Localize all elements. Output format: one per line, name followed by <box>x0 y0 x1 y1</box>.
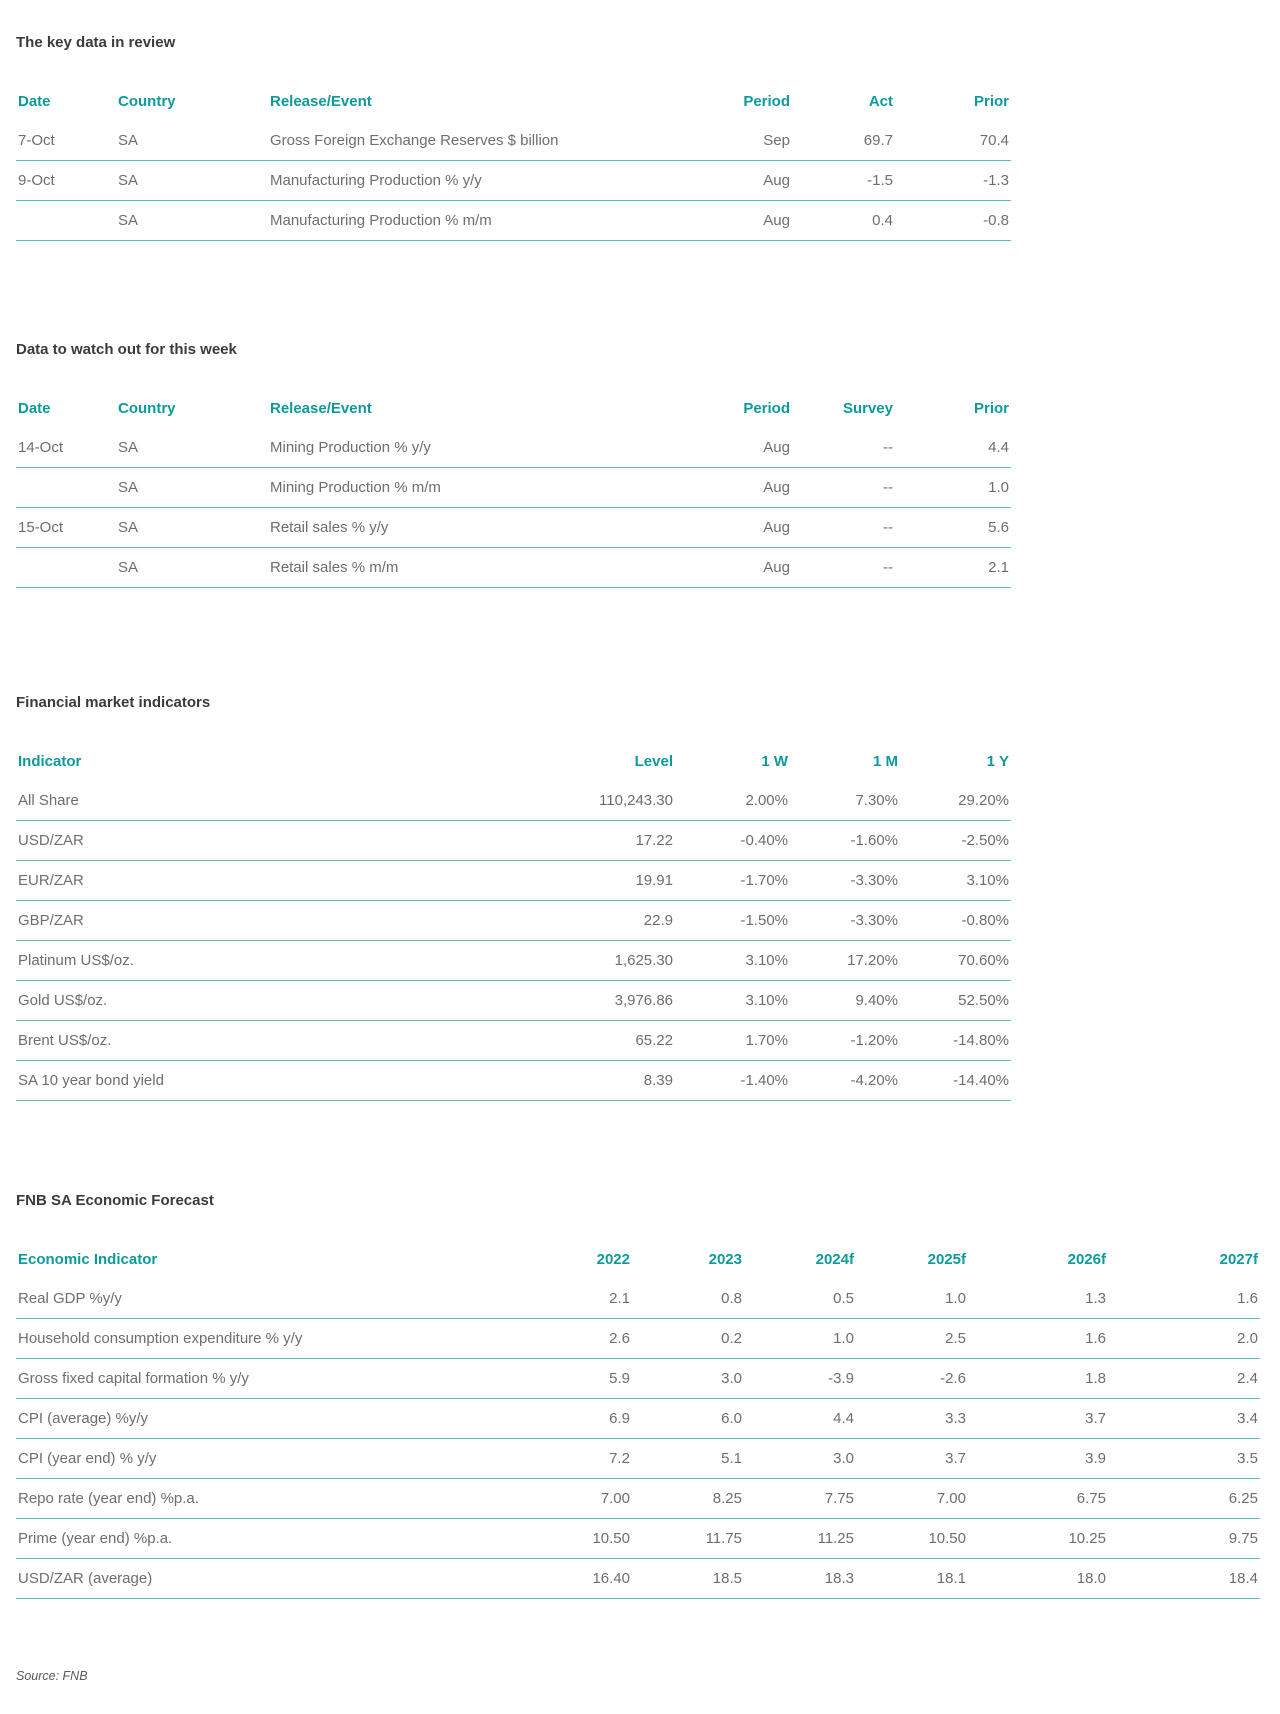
table-cell: Repo rate (year end) %p.a. <box>16 1479 512 1519</box>
table-cell: 9.75 <box>1108 1519 1260 1559</box>
table-cell: 7.75 <box>744 1479 856 1519</box>
table-cell: 18.0 <box>968 1559 1108 1599</box>
table-row <box>16 548 1011 588</box>
table-row <box>16 1359 1260 1399</box>
table-cell: -3.30% <box>790 861 900 901</box>
table-cell: 14-Oct <box>16 428 116 468</box>
table-row <box>16 981 1011 1021</box>
table-cell: SA <box>116 201 268 241</box>
table-cell: SA <box>116 468 268 508</box>
key-data-table <box>16 82 1011 241</box>
table-cell: SA <box>116 121 268 161</box>
table-cell: 1.0 <box>895 468 1011 508</box>
table-row <box>16 861 1011 901</box>
section-title-economic-forecast: FNB SA Economic Forecast <box>16 1192 214 1209</box>
table-cell: -2.50% <box>900 821 1011 861</box>
table-cell: 10.25 <box>968 1519 1108 1559</box>
table-header-row <box>16 742 1011 781</box>
table-cell: 7.00 <box>512 1479 632 1519</box>
table-cell: -1.5 <box>792 161 895 201</box>
table-row <box>16 821 1011 861</box>
table-cell: 6.9 <box>512 1399 632 1439</box>
section-market-indicators <box>16 694 1260 1101</box>
column-header-1-y: 1 Y <box>986 753 1009 770</box>
table-row <box>16 941 1011 981</box>
table-cell <box>16 201 116 241</box>
table-cell: 3.0 <box>744 1439 856 1479</box>
table-cell: 1.70% <box>675 1021 790 1061</box>
table-row <box>16 201 1011 241</box>
table-cell: GBP/ZAR <box>16 901 555 941</box>
table-cell: -1.3 <box>895 161 1011 201</box>
column-header-prior: Prior <box>973 400 1009 417</box>
table-row <box>16 1399 1260 1439</box>
table-cell: Sep <box>682 121 792 161</box>
table-cell: SA <box>116 428 268 468</box>
table-cell: -14.80% <box>900 1021 1011 1061</box>
table-cell: SA 10 year bond yield <box>16 1061 555 1101</box>
table-cell: Mining Production % y/y <box>268 428 682 468</box>
table-cell: 3.5 <box>1108 1439 1260 1479</box>
table-cell: -14.40% <box>900 1061 1011 1101</box>
table-cell: 110,243.30 <box>555 781 675 821</box>
table-header-row <box>16 1240 1260 1279</box>
table-cell: 1.8 <box>968 1359 1108 1399</box>
column-header-economic-indicator: Economic Indicator <box>18 1251 158 1268</box>
table-cell: 65.22 <box>555 1021 675 1061</box>
section-title-key-data: The key data in review <box>16 34 176 51</box>
table-cell: EUR/ZAR <box>16 861 555 901</box>
table-cell: 3.10% <box>900 861 1011 901</box>
column-header-1-m: 1 M <box>872 753 898 770</box>
section-key-data <box>16 34 1260 241</box>
table-cell: Gross fixed capital formation % y/y <box>16 1359 512 1399</box>
table-cell: 1.0 <box>856 1279 968 1319</box>
table-cell: -1.20% <box>790 1021 900 1061</box>
table-cell: -0.40% <box>675 821 790 861</box>
table-row <box>16 1479 1260 1519</box>
table-cell: Aug <box>682 468 792 508</box>
table-cell: 3,976.86 <box>555 981 675 1021</box>
economic-forecast-table <box>16 1240 1260 1599</box>
table-row <box>16 901 1011 941</box>
table-cell: Manufacturing Production % m/m <box>268 201 682 241</box>
table-cell: 6.0 <box>632 1399 744 1439</box>
table-cell: 1,625.30 <box>555 941 675 981</box>
table-cell: Household consumption expenditure % y/y <box>16 1319 512 1359</box>
table-cell: 10.50 <box>512 1519 632 1559</box>
table-row <box>16 781 1011 821</box>
table-cell: 7.00 <box>856 1479 968 1519</box>
table-cell: 70.60% <box>900 941 1011 981</box>
table-row <box>16 1439 1260 1479</box>
table-cell: -1.50% <box>675 901 790 941</box>
table-cell: Aug <box>682 428 792 468</box>
table-cell: 69.7 <box>792 121 895 161</box>
table-cell: -0.8 <box>895 201 1011 241</box>
table-cell: 3.0 <box>632 1359 744 1399</box>
column-header-2023: 2023 <box>708 1251 742 1268</box>
column-header-2024f: 2024f <box>815 1251 854 1268</box>
table-cell: 7.2 <box>512 1439 632 1479</box>
table-cell: 3.10% <box>675 941 790 981</box>
column-header-level: Level <box>634 753 673 770</box>
table-row <box>16 1519 1260 1559</box>
table-cell: -3.30% <box>790 901 900 941</box>
table-cell: 18.3 <box>744 1559 856 1599</box>
table-cell: Real GDP %y/y <box>16 1279 512 1319</box>
table-cell: Manufacturing Production % y/y <box>268 161 682 201</box>
table-cell: -- <box>792 548 895 588</box>
market-indicators-table <box>16 742 1011 1101</box>
section-title-market-indicators: Financial market indicators <box>16 694 211 711</box>
table-cell: 5.1 <box>632 1439 744 1479</box>
table-cell: 1.3 <box>968 1279 1108 1319</box>
table-cell: 10.50 <box>856 1519 968 1559</box>
table-cell: 8.25 <box>632 1479 744 1519</box>
watch-week-table <box>16 389 1011 588</box>
table-cell: 18.4 <box>1108 1559 1260 1599</box>
table-cell: 3.7 <box>968 1399 1108 1439</box>
table-row <box>16 1279 1260 1319</box>
column-header-release-event: Release/Event <box>270 93 372 110</box>
table-cell: 3.10% <box>675 981 790 1021</box>
column-header-release-event: Release/Event <box>270 400 372 417</box>
table-row <box>16 1021 1011 1061</box>
table-row <box>16 1319 1260 1359</box>
table-cell: USD/ZAR <box>16 821 555 861</box>
table-cell: CPI (year end) % y/y <box>16 1439 512 1479</box>
section-economic-forecast <box>16 1192 1260 1599</box>
table-cell: 5.6 <box>895 508 1011 548</box>
table-cell: 3.7 <box>856 1439 968 1479</box>
table-cell: 19.91 <box>555 861 675 901</box>
table-cell: 52.50% <box>900 981 1011 1021</box>
column-header-date: Date <box>18 400 51 417</box>
section-title-watch-week: Data to watch out for this week <box>16 341 237 358</box>
table-cell: -1.40% <box>675 1061 790 1101</box>
table-cell: Aug <box>682 548 792 588</box>
table-cell: 18.5 <box>632 1559 744 1599</box>
table-cell: -3.9 <box>744 1359 856 1399</box>
column-header-country: Country <box>118 93 176 110</box>
table-row <box>16 1559 1260 1599</box>
table-cell: 5.9 <box>512 1359 632 1399</box>
table-cell: 3.3 <box>856 1399 968 1439</box>
table-cell: -- <box>792 428 895 468</box>
table-cell: 7-Oct <box>16 121 116 161</box>
column-header-2026f: 2026f <box>1067 1251 1106 1268</box>
table-cell: 0.5 <box>744 1279 856 1319</box>
table-cell: -1.60% <box>790 821 900 861</box>
table-cell <box>16 468 116 508</box>
table-cell: 0.4 <box>792 201 895 241</box>
table-cell: 6.25 <box>1108 1479 1260 1519</box>
table-cell: USD/ZAR (average) <box>16 1559 512 1599</box>
table-cell: 3.9 <box>968 1439 1108 1479</box>
table-cell: 6.75 <box>968 1479 1108 1519</box>
table-row <box>16 428 1011 468</box>
table-cell: 17.22 <box>555 821 675 861</box>
table-cell: SA <box>116 161 268 201</box>
column-header-act: Act <box>868 93 893 110</box>
column-header-2022: 2022 <box>596 1251 630 1268</box>
column-header-period: Period <box>743 400 790 417</box>
table-cell: 2.4 <box>1108 1359 1260 1399</box>
column-header-1-w: 1 W <box>761 753 788 770</box>
table-cell: -- <box>792 468 895 508</box>
table-cell: 2.1 <box>895 548 1011 588</box>
table-cell: -0.80% <box>900 901 1011 941</box>
table-cell: 22.9 <box>555 901 675 941</box>
table-cell: 11.75 <box>632 1519 744 1559</box>
table-cell: Aug <box>682 201 792 241</box>
column-header-indicator: Indicator <box>18 753 82 770</box>
table-cell: 70.4 <box>895 121 1011 161</box>
table-cell: All Share <box>16 781 555 821</box>
table-cell: Gross Foreign Exchange Reserves $ billion <box>268 121 682 161</box>
table-cell <box>16 548 116 588</box>
table-cell: 7.30% <box>790 781 900 821</box>
section-watch-week <box>16 341 1260 588</box>
table-header-row <box>16 389 1011 428</box>
column-header-date: Date <box>18 93 51 110</box>
table-cell: SA <box>116 508 268 548</box>
table-cell: 29.20% <box>900 781 1011 821</box>
column-header-prior: Prior <box>973 93 1009 110</box>
table-cell: 2.00% <box>675 781 790 821</box>
table-cell: SA <box>116 548 268 588</box>
table-row <box>16 121 1011 161</box>
column-header-country: Country <box>118 400 176 417</box>
table-cell: 1.6 <box>968 1319 1108 1359</box>
table-row <box>16 508 1011 548</box>
table-cell: Aug <box>682 508 792 548</box>
table-cell: 3.4 <box>1108 1399 1260 1439</box>
table-cell: 16.40 <box>512 1559 632 1599</box>
table-cell: 18.1 <box>856 1559 968 1599</box>
table-cell: 11.25 <box>744 1519 856 1559</box>
table-cell: 4.4 <box>895 428 1011 468</box>
table-cell: CPI (average) %y/y <box>16 1399 512 1439</box>
column-header-period: Period <box>743 93 790 110</box>
table-cell: 1.6 <box>1108 1279 1260 1319</box>
table-cell: 4.4 <box>744 1399 856 1439</box>
column-header-2025f: 2025f <box>927 1251 966 1268</box>
table-row <box>16 468 1011 508</box>
table-cell: -2.6 <box>856 1359 968 1399</box>
table-cell: Retail sales % y/y <box>268 508 682 548</box>
table-cell: 8.39 <box>555 1061 675 1101</box>
table-cell: 9.40% <box>790 981 900 1021</box>
table-cell: 2.1 <box>512 1279 632 1319</box>
table-cell: 17.20% <box>790 941 900 981</box>
table-row <box>16 1061 1011 1101</box>
table-cell: 2.5 <box>856 1319 968 1359</box>
table-cell: -4.20% <box>790 1061 900 1101</box>
table-cell: Brent US$/oz. <box>16 1021 555 1061</box>
table-cell: 0.8 <box>632 1279 744 1319</box>
table-cell: Aug <box>682 161 792 201</box>
table-cell: 1.0 <box>744 1319 856 1359</box>
table-cell: 2.6 <box>512 1319 632 1359</box>
table-cell: Mining Production % m/m <box>268 468 682 508</box>
table-cell: 9-Oct <box>16 161 116 201</box>
source-note: Source: FNB <box>16 1669 88 1683</box>
column-header-survey: Survey <box>842 400 893 417</box>
table-cell: Prime (year end) %p.a. <box>16 1519 512 1559</box>
table-cell: Platinum US$/oz. <box>16 941 555 981</box>
table-cell: -1.70% <box>675 861 790 901</box>
table-cell: 0.2 <box>632 1319 744 1359</box>
column-header-2027f: 2027f <box>1219 1251 1258 1268</box>
table-cell: Gold US$/oz. <box>16 981 555 1021</box>
table-cell: 2.0 <box>1108 1319 1260 1359</box>
table-header-row <box>16 82 1011 121</box>
table-cell: 15-Oct <box>16 508 116 548</box>
table-cell: Retail sales % m/m <box>268 548 682 588</box>
table-cell: -- <box>792 508 895 548</box>
table-row <box>16 161 1011 201</box>
